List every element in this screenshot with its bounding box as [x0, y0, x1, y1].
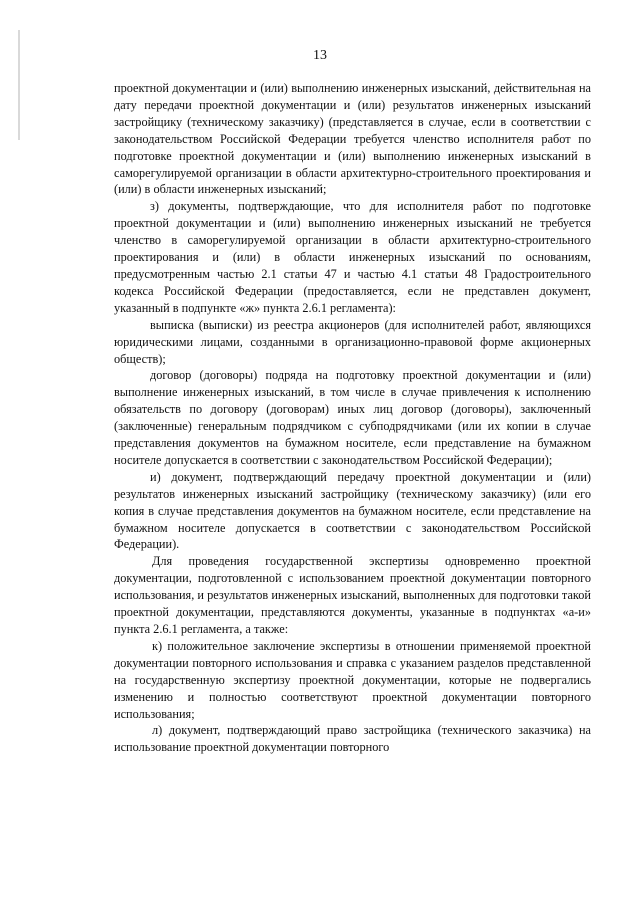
paragraph-shareholder-extract: выписка (выписки) из реестра акционеров (для исполнителей работ, являющихся юридическими лицами, созданными в организационно-правовой форме акционерных обществ);	[114, 317, 591, 366]
paragraph-contract: договор (договоры) подряда на подготовку проектной документации и (или) выполнение инженерных изысканий, в том числе в случае привлечения к исполнению обязательств по договору (договорам) иных лиц договор (договоры), заключенный (заключенные) генеральным подрядчиком с субподрядчиками (или их копии в случае представления документов на бумажном носителе, если представление на бумажном носителе допускается в соответствии с законодательством Российской Федерации);	[114, 368, 591, 467]
scan-margin-line	[18, 30, 20, 140]
paragraph-item-k: к) положительное заключение экспертизы в отношении применяемой проектной документации повторного использования и справка с указанием разделов представленной на государственную экспертизу проектной документации, которые не подвергались изменению и полностью соответствуют проектной документации повторного использования;	[114, 638, 591, 721]
page-number: 13	[313, 48, 327, 63]
document-body	[114, 80, 591, 756]
paragraph-item-z: з) документы, подтверждающие, что для исполнителя работ по подготовке проектной документации и (или) выполнению инженерных изысканий не требуется членство в саморегулируемой организации в области архитектурно-строительного проектирования и (или) в области инженерных изысканий по основаниям, предусмотренным частью 2.1 статьи 47 и частью 4.1 статьи 48 Градостроительного кодекса Российской Федерации (предоставляется, если не представлен документ, указанный в подпункте «ж» пункта 2.6.1 регламента):	[114, 199, 591, 315]
paragraph-continuation: проектной документации и (или) выполнению инженерных изысканий, действительная на дату передачи проектной документации и (или) результатов инженерных изысканий застройщику (техническому заказчику) (представляется в случае, если в соответствии с законодательством Российской Федерации требуется членство исполнителя работ по подготовке проектной документации и (или) выполнению инженерных изысканий в саморегулируемой организации в области архитектурно-строительного проектирования и (или) в области инженерных изысканий;	[114, 81, 591, 197]
paragraph-item-i: и) документ, подтверждающий передачу проектной документации и (или) результатов инженерных изысканий застройщику (техническому заказчику) (или его копия в случае представления документов на бумажном носителе, если представление на бумажном носителе допускается в соответствии с законодательством Российской Федерации).	[114, 469, 591, 552]
paragraph-state-expertise: Для проведения государственной экспертизы одновременно проектной документации, подготовленной с использованием проектной документации повторного использования, и результатов инженерных изысканий, выполненных для подготовки такой проектной документации, представляются документы, указанные в подпунктах «а-и» пункта 2.6.1 регламента, а также:	[114, 554, 591, 636]
paragraph-item-l: л) документ, подтверждающий право застройщика (технического заказчика) на использование проектной документации повторного	[114, 723, 591, 755]
